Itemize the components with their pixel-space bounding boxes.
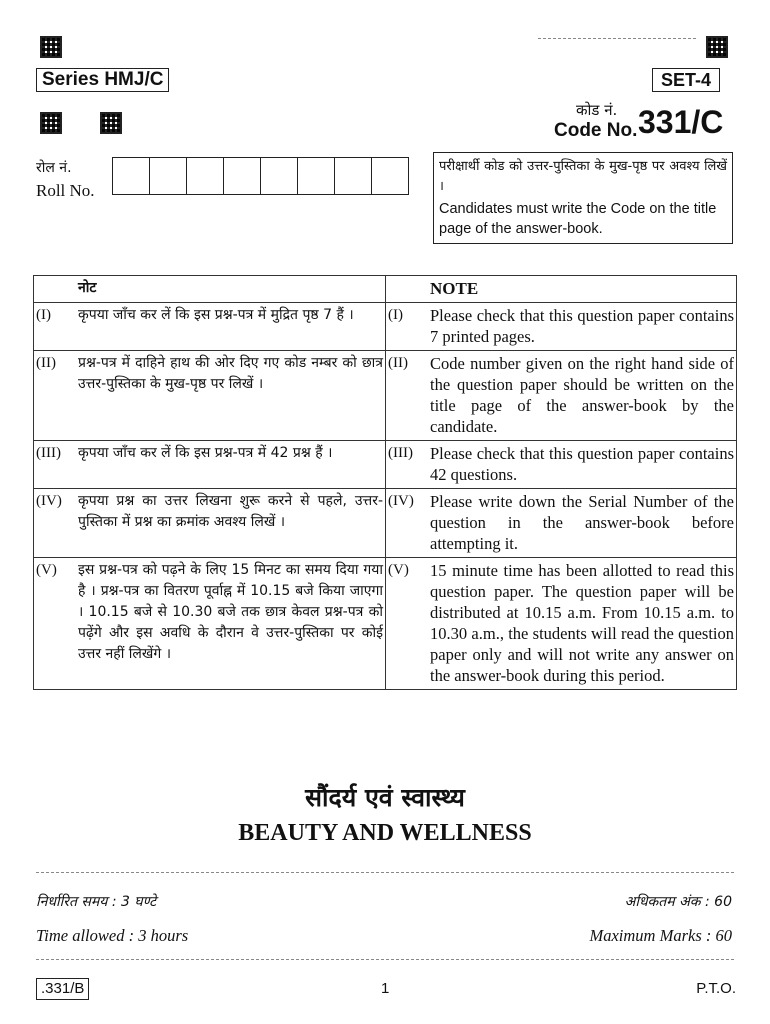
note-number: (V) xyxy=(386,558,429,690)
table-row xyxy=(34,489,736,558)
note-number: (II) xyxy=(34,351,76,441)
qr-code-icon xyxy=(40,36,62,58)
roll-digit-box[interactable] xyxy=(261,158,298,194)
note-number: (V) xyxy=(34,558,76,690)
notes-table xyxy=(33,275,737,690)
qr-code-icon xyxy=(100,112,122,134)
roll-digit-box[interactable] xyxy=(335,158,372,194)
code-number: 331/C xyxy=(638,104,724,140)
code-label: Code No. xyxy=(554,120,638,141)
table-row xyxy=(34,558,736,690)
divider xyxy=(36,959,734,960)
code-label-hindi: कोड नं. xyxy=(576,101,618,119)
note-number: (II) xyxy=(386,351,429,441)
note-text-hindi: इस प्रश्न-पत्र को पढ़ने के लिए 15 मिनट का समय दिया गया है । प्रश्न-पत्र का वितरण पूर्वाह्न में 10.15 बजे किया जाएगा । 10.15 बजे से 10.30 बजे तक छात्र केवल प्रश्न-पत्र को पढ़ेंगे और इस अवधि के दौरान वे उत्तर-पुस्तिका पर कोई उत्तर नहीं लिखेंगे । xyxy=(76,558,386,690)
roll-label-hindi: रोल नं. xyxy=(36,160,72,176)
divider xyxy=(36,872,734,873)
note-text-hindi: कृपया जाँच कर लें कि इस प्रश्न-पत्र में मुद्रित पृष्ठ 7 हैं । xyxy=(76,303,386,351)
roll-digit-box[interactable] xyxy=(187,158,224,194)
roll-digit-box[interactable] xyxy=(150,158,187,194)
instruction-hindi: परीक्षार्थी कोड को उत्तर-पुस्तिका के मुख-पृष्ठ पर अवश्य लिखें । xyxy=(439,159,727,194)
instruction-english: Candidates must write the Code on the title page of the answer-book. xyxy=(439,201,717,237)
page-number: 1 xyxy=(381,980,390,997)
note-text: 15 minute time has been allotted to read this question paper. The question paper will be distributed at 10.15 a.m. From 10.15 a.m. to 10.30 a.m., the students will read the question paper only and will not write any answer on the answer-book during this period. xyxy=(428,558,736,690)
page-title: BEAUTY AND WELLNESS xyxy=(238,820,532,846)
table-row xyxy=(34,303,736,351)
note-text: Code number given on the right hand side of the question paper should be written on the title page of the answer-book by the candidate. xyxy=(428,351,736,441)
code-instruction-box xyxy=(433,152,733,244)
roll-digit-box[interactable] xyxy=(113,158,150,194)
note-text-hindi: कृपया जाँच कर लें कि इस प्रश्न-पत्र में 42 प्रश्न हैं । xyxy=(76,441,386,489)
title-hindi: सौंदर्य एवं स्वास्थ्य xyxy=(305,783,465,812)
table-row xyxy=(34,351,736,441)
qr-code-icon xyxy=(40,112,62,134)
series-label: Series HMJ/C xyxy=(36,68,169,92)
note-number: (IV) xyxy=(34,489,76,558)
roll-label: Roll No. xyxy=(36,181,95,200)
roll-number-boxes[interactable] xyxy=(112,157,409,195)
note-text-hindi: कृपया प्रश्न का उत्तर लिखना शुरू करने से पहले, उत्तर-पुस्तिका में प्रश्न का क्रमांक अवश्य लिखें । xyxy=(76,489,386,558)
qr-code-icon xyxy=(706,36,728,58)
top-right-rule xyxy=(538,38,696,39)
note-text: Please check that this question paper contains 42 questions. xyxy=(428,441,736,489)
note-text: Please write down the Serial Number of the question in the answer-book before attempting it. xyxy=(428,489,736,558)
note-number: (III) xyxy=(34,441,76,489)
notes-heading: NOTE xyxy=(430,279,479,298)
time-allowed: Time allowed : 3 hours xyxy=(36,926,189,945)
note-number: (III) xyxy=(386,441,429,489)
maximum-marks: Maximum Marks : 60 xyxy=(589,926,732,945)
note-number: (IV) xyxy=(386,489,429,558)
footer-code: .331/B xyxy=(36,978,89,1000)
note-number: (I) xyxy=(386,303,429,351)
maximum-marks-hindi: अधिकतम अंक : 60 xyxy=(624,894,732,910)
roll-digit-box[interactable] xyxy=(298,158,335,194)
note-text: Please check that this question paper contains 7 printed pages. xyxy=(428,303,736,351)
pto-label: P.T.O. xyxy=(696,980,736,997)
roll-digit-box[interactable] xyxy=(372,158,408,194)
note-text-hindi: प्रश्न-पत्र में दाहिने हाथ की ओर दिए गए कोड नम्बर को छात्र उत्तर-पुस्तिका के मुख-पृष्ठ पर लिखें । xyxy=(76,351,386,441)
time-allowed-hindi: निर्धारित समय : 3 घण्टे xyxy=(36,894,157,910)
notes-header-row xyxy=(34,276,736,303)
roll-digit-box[interactable] xyxy=(224,158,261,194)
set-label: SET-4 xyxy=(652,68,720,92)
table-row xyxy=(34,441,736,489)
note-number: (I) xyxy=(34,303,76,351)
notes-heading-hindi: नोट xyxy=(78,280,97,296)
